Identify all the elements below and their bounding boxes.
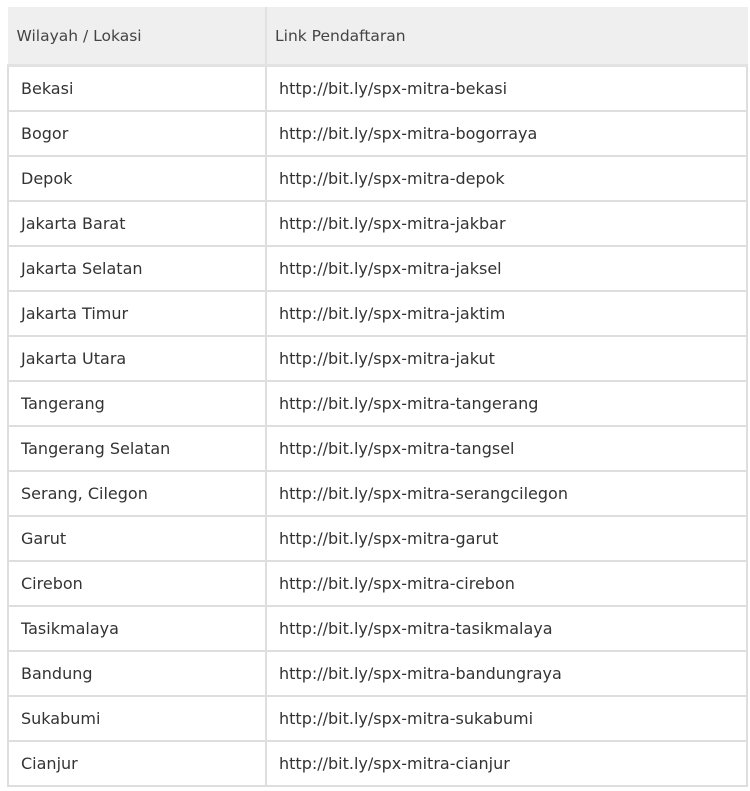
region-cell: Bekasi xyxy=(8,66,266,111)
region-cell: Jakarta Utara xyxy=(8,336,266,381)
table-row xyxy=(8,516,747,561)
registration-link[interactable]: http://bit.ly/spx-mitra-garut xyxy=(266,516,747,561)
registration-link[interactable]: http://bit.ly/spx-mitra-jakbar xyxy=(266,201,747,246)
region-cell: Depok xyxy=(8,156,266,201)
table-row xyxy=(8,651,747,696)
registration-link[interactable]: http://bit.ly/spx-mitra-tasikmalaya xyxy=(266,606,747,651)
registration-link[interactable]: http://bit.ly/spx-mitra-bekasi xyxy=(266,66,747,111)
registration-link[interactable]: http://bit.ly/spx-mitra-cianjur xyxy=(266,741,747,786)
header-registration-link: Link Pendaftaran xyxy=(266,8,747,66)
table-row xyxy=(8,201,747,246)
table-row xyxy=(8,111,747,156)
table-row xyxy=(8,156,747,201)
region-cell: Garut xyxy=(8,516,266,561)
table-row xyxy=(8,66,747,111)
registration-link[interactable]: http://bit.ly/spx-mitra-bandungraya xyxy=(266,651,747,696)
table-row xyxy=(8,696,747,741)
region-cell: Serang, Cilegon xyxy=(8,471,266,516)
region-cell: Tangerang xyxy=(8,381,266,426)
header-region: Wilayah / Lokasi xyxy=(8,8,266,66)
table-row xyxy=(8,291,747,336)
registration-link[interactable]: http://bit.ly/spx-mitra-jakut xyxy=(266,336,747,381)
registration-link[interactable]: http://bit.ly/spx-mitra-depok xyxy=(266,156,747,201)
registration-link[interactable]: http://bit.ly/spx-mitra-tangsel xyxy=(266,426,747,471)
registration-table xyxy=(7,7,748,787)
registration-link[interactable]: http://bit.ly/spx-mitra-bogorraya xyxy=(266,111,747,156)
registration-link[interactable]: http://bit.ly/spx-mitra-sukabumi xyxy=(266,696,747,741)
region-cell: Cirebon xyxy=(8,561,266,606)
table-row xyxy=(8,336,747,381)
region-cell: Bogor xyxy=(8,111,266,156)
registration-link[interactable]: http://bit.ly/spx-mitra-jaktim xyxy=(266,291,747,336)
registration-link[interactable]: http://bit.ly/spx-mitra-jaksel xyxy=(266,246,747,291)
region-cell: Tangerang Selatan xyxy=(8,426,266,471)
region-cell: Jakarta Timur xyxy=(8,291,266,336)
table-row xyxy=(8,561,747,606)
region-cell: Tasikmalaya xyxy=(8,606,266,651)
table-header xyxy=(8,8,747,66)
registration-link[interactable]: http://bit.ly/spx-mitra-cirebon xyxy=(266,561,747,606)
table-body xyxy=(8,66,747,786)
table-row xyxy=(8,606,747,651)
table-row xyxy=(8,381,747,426)
table-row xyxy=(8,426,747,471)
region-cell: Jakarta Selatan xyxy=(8,246,266,291)
region-cell: Bandung xyxy=(8,651,266,696)
table-row xyxy=(8,741,747,786)
registration-link[interactable]: http://bit.ly/spx-mitra-tangerang xyxy=(266,381,747,426)
registration-table-container xyxy=(7,7,746,787)
header-row xyxy=(8,8,747,66)
table-row xyxy=(8,471,747,516)
region-cell: Cianjur xyxy=(8,741,266,786)
table-row xyxy=(8,246,747,291)
registration-link[interactable]: http://bit.ly/spx-mitra-serangcilegon xyxy=(266,471,747,516)
region-cell: Jakarta Barat xyxy=(8,201,266,246)
region-cell: Sukabumi xyxy=(8,696,266,741)
